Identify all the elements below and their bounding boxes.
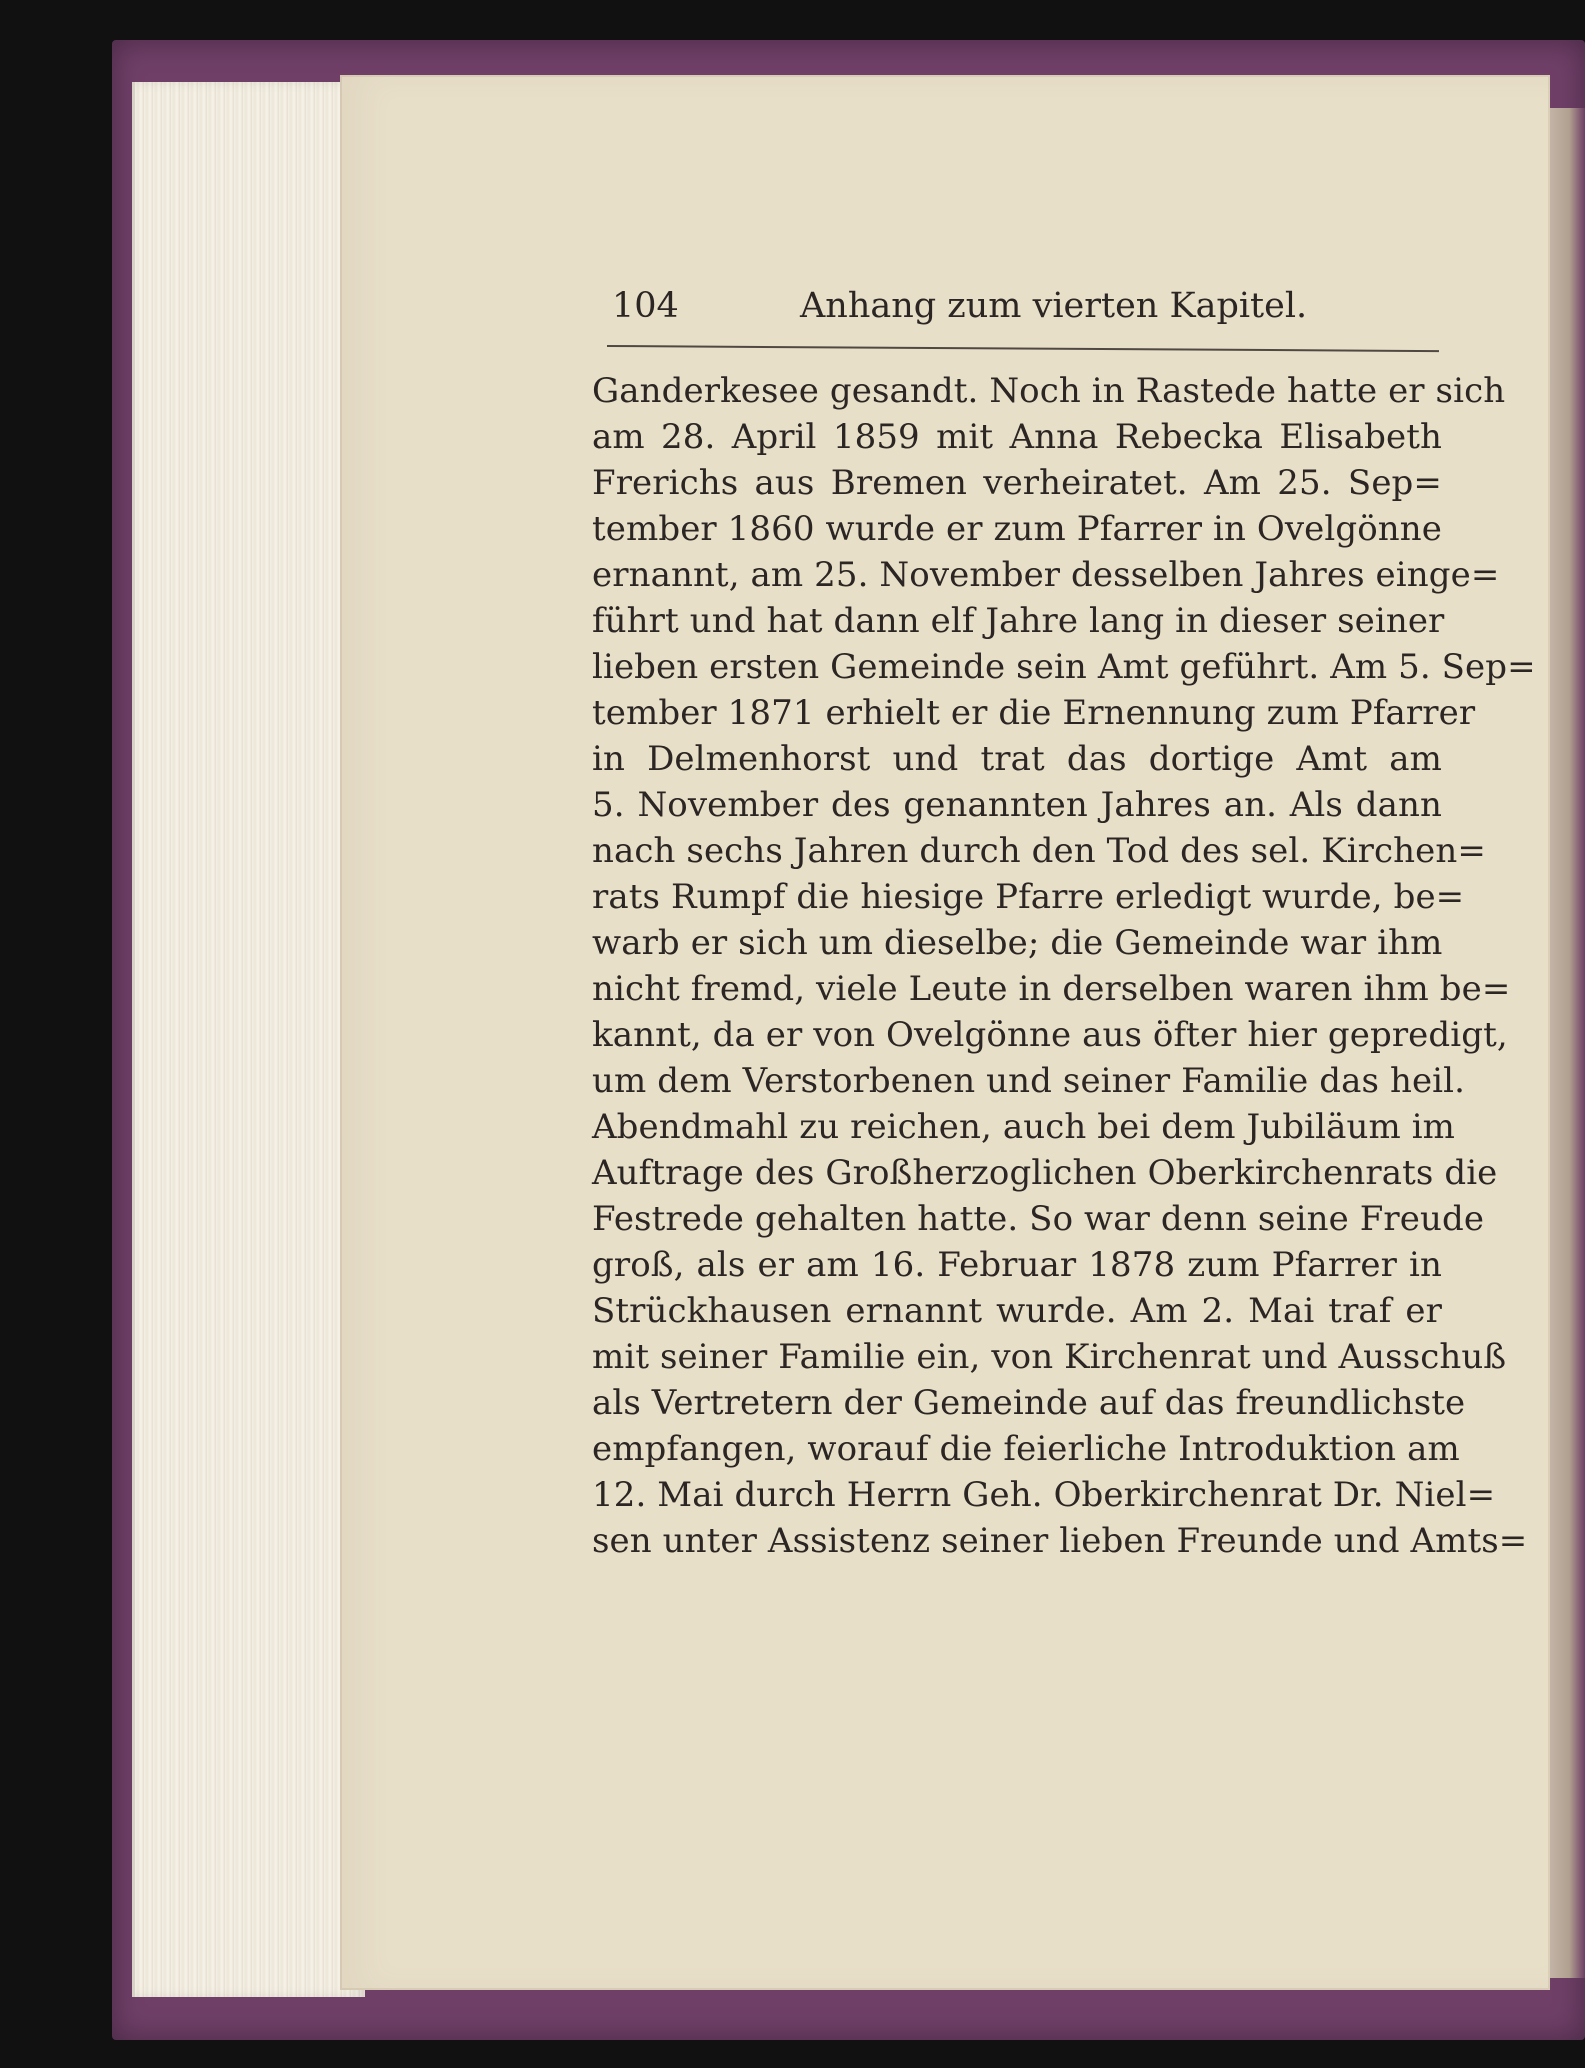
text-line: nach sechs Jahren durch den Tod des sel. Kirchen= <box>592 831 1486 871</box>
text-line: am 28. April 1859 mit Anna Rebecka Elisabeth <box>592 417 1442 457</box>
text-line: um dem Verstorbenen und seiner Familie das heil. <box>592 1061 1466 1101</box>
text-line: Auftrage des Großherzoglichen Oberkirchenrats die <box>592 1153 1498 1193</box>
running-head: Anhang zum vierten Kapitel. <box>800 286 1308 326</box>
text-line: als Vertretern der Gemeinde auf das freundlichste <box>592 1383 1466 1423</box>
text-line: ernannt, am 25. November desselben Jahres einge= <box>592 555 1500 595</box>
text-line: mit seiner Familie ein, von Kirchenrat und Ausschuß <box>592 1337 1507 1377</box>
text-line: kannt, da er von Ovelgönne aus öfter hier gepredigt, <box>592 1015 1508 1055</box>
text-line: lieben ersten Gemeinde sein Amt geführt. Am 5. Sep= <box>592 647 1536 687</box>
text-line: sen unter Assistenz seiner lieben Freunde und Amts= <box>592 1521 1528 1561</box>
text-line: tember 1860 wurde er zum Pfarrer in Ovelgönne <box>592 509 1443 549</box>
text-line: 12. Mai durch Herrn Geh. Oberkirchenrat Dr. Niel= <box>592 1475 1496 1515</box>
text-line: warb er sich um dieselbe; die Gemeinde war ihm <box>592 923 1443 963</box>
text-line: in Delmenhorst und trat das dortige Amt am <box>592 739 1442 779</box>
text-line: Abendmahl zu reichen, auch bei dem Jubiläum im <box>592 1107 1456 1147</box>
text-line: Frerichs aus Bremen verheiratet. Am 25. Sep= <box>592 463 1442 503</box>
text-line: 5. November des genannten Jahres an. Als dann <box>592 785 1442 825</box>
text-line: Ganderkesee gesandt. Noch in Rastede hatte er sich <box>592 371 1506 411</box>
text-line: empfangen, worauf die feierliche Introduktion am <box>592 1429 1460 1469</box>
text-line: Strückhausen ernannt wurde. Am 2. Mai traf er <box>592 1291 1442 1331</box>
text-line: groß, als er am 16. Februar 1878 zum Pfarrer in <box>592 1245 1442 1285</box>
page-number: 104 <box>612 286 679 326</box>
page-edges <box>132 82 365 1997</box>
body-text <box>592 368 1536 1564</box>
text-line: Festrede gehalten hatte. So war denn seine Freude <box>592 1199 1485 1239</box>
text-line: nicht fremd, viele Leute in derselben waren ihm be= <box>592 969 1511 1009</box>
text-line: tember 1871 erhielt er die Ernennung zum Pfarrer <box>592 693 1476 733</box>
text-line: rats Rumpf die hiesige Pfarre erledigt wurde, be= <box>592 877 1465 917</box>
text-line: führt und hat dann elf Jahre lang in dieser seiner <box>592 601 1445 641</box>
page-header <box>612 278 1308 334</box>
book-spine-edge <box>1546 108 1585 1978</box>
